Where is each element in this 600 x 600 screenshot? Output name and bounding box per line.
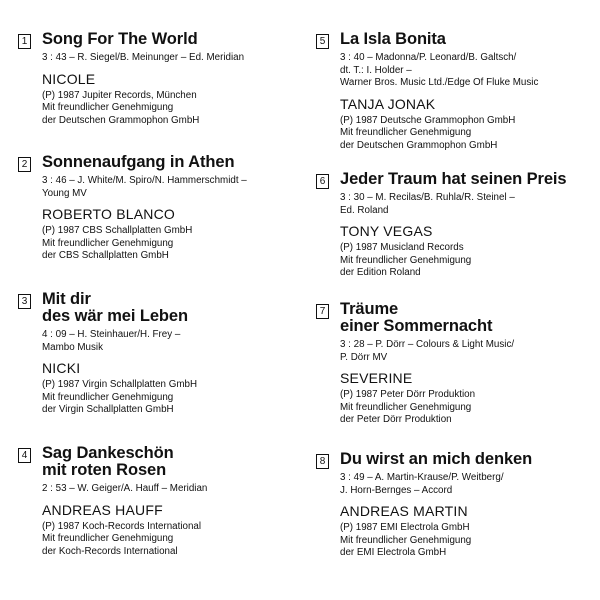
track-label-info-line: Mit freundlicher Genehmigung: [340, 127, 472, 138]
track-label-info-line: der Edition Roland: [340, 267, 421, 278]
track-title: [42, 291, 288, 325]
track-label-info-line: (P) 1987 Jupiter Records, München: [42, 89, 197, 101]
track-8: [316, 451, 586, 560]
track-credits-line: Young MV: [42, 187, 87, 199]
track-label-info-line: Mit freundlicher Genehmigung: [340, 534, 472, 546]
track-credits-line: J. Horn-Bernges – Accord: [340, 484, 453, 496]
track-title: [340, 171, 586, 188]
track-label-info-line: Mit freundlicher Genehmigung: [42, 533, 174, 544]
track-label-info: [340, 242, 586, 280]
track-6: [316, 171, 586, 280]
track-credits: [340, 472, 586, 497]
track-title: [340, 301, 586, 335]
track-credits-line: 4 : 09 – H. Steinhauer/H. Frey –: [42, 329, 181, 340]
track-credits-line: 3 : 30 – M. Recilas/B. Ruhla/R. Steinel –: [340, 192, 515, 203]
track-label-info: [42, 225, 288, 263]
track-label-info: [42, 90, 288, 128]
track-label-info-line: (P) 1987 Deutsche Grammophon GmbH: [340, 114, 516, 126]
track-title: [42, 445, 288, 479]
track-title-line: einer Sommernacht: [340, 317, 493, 335]
track-label-info-line: Mit freundlicher Genehmigung: [42, 391, 174, 403]
track-artist: TONY VEGAS: [340, 223, 433, 239]
track-credits-line: Mambo Musik: [42, 341, 103, 353]
track-title: [340, 451, 586, 468]
track-label-info-line: (P) 1987 Virgin Schallplatten GmbH: [42, 379, 198, 390]
track-1: [18, 31, 288, 127]
track-title-line: Mit dir: [42, 290, 91, 308]
track-3: [18, 291, 288, 417]
track-label-info-line: (P) 1987 CBS Schallplatten GmbH: [42, 225, 193, 236]
track-number-box: 1: [18, 34, 31, 49]
track-credits: [42, 329, 288, 354]
track-title-line: des wär mei Leben: [42, 307, 188, 325]
track-label-info-line: der Koch-Records International: [42, 545, 178, 557]
track-label-info-line: der EMI Electrola GmbH: [340, 547, 447, 558]
track-label-info-line: der CBS Schallplatten GmbH: [42, 250, 169, 261]
track-label-info-line: Mit freundlicher Genehmigung: [340, 401, 472, 413]
track-credits-line: 3 : 43 – R. Siegel/B. Meinunger – Ed. Meridian: [42, 52, 245, 63]
track-label-info-line: der Deutschen Grammophon GmbH: [42, 114, 200, 126]
track-artist: SEVERINE: [340, 370, 413, 386]
track-4: [18, 445, 288, 558]
track-number-box: 5: [316, 34, 329, 49]
track-label-info-line: der Peter Dörr Produktion: [340, 414, 452, 425]
track-label-info-line: Mit freundlicher Genehmigung: [42, 102, 174, 113]
track-label-info-line: (P) 1987 Koch-Records International: [42, 520, 202, 532]
track-title-line: Sonnenaufgang in Athen: [42, 153, 235, 171]
track-number-box: 2: [18, 157, 31, 172]
track-label-info: [340, 389, 586, 427]
track-title-line: Träume: [340, 300, 399, 318]
track-number-box: 6: [316, 174, 329, 189]
track-number-box: 4: [18, 448, 31, 463]
track-title-line: Du wirst an mich denken: [340, 450, 533, 468]
track-number-box: 3: [18, 294, 31, 309]
track-label-info-line: (P) 1987 Peter Dörr Produktion: [340, 389, 476, 400]
track-title-line: La Isla Bonita: [340, 30, 446, 48]
track-credits-line: 3 : 28 – P. Dörr – Colours & Light Music/: [340, 339, 515, 350]
track-credits: [340, 192, 586, 217]
track-title-line: mit roten Rosen: [42, 461, 167, 479]
track-credits-line: dt. T.: I. Holder –: [340, 64, 412, 76]
track-label-info-line: Mit freundlicher Genehmigung: [42, 237, 174, 249]
track-artist: NICOLE: [42, 70, 96, 87]
track-title: [42, 154, 288, 171]
track-title-line: Jeder Traum hat seinen Preis: [340, 170, 567, 188]
track-credits: [340, 339, 586, 364]
track-artist: NICKI: [42, 360, 81, 376]
track-credits-line: 2 : 53 – W. Geiger/A. Hauff – Meridian: [42, 483, 208, 494]
track-label-info: [42, 521, 288, 559]
track-label-info-line: Mit freundlicher Genehmigung: [340, 254, 472, 266]
track-credits-line: P. Dörr MV: [340, 351, 388, 363]
track-title-line: Song For The World: [42, 30, 198, 48]
track-credits-line: Warner Bros. Music Ltd./Edge Of Fluke Music: [340, 77, 539, 88]
track-label-info: [340, 522, 586, 560]
track-credits-line: 3 : 46 – J. White/M. Spiro/N. Hammerschmidt –: [42, 175, 247, 186]
track-title: [42, 31, 288, 48]
track-credits: [42, 52, 288, 65]
track-label-info: [42, 379, 288, 417]
track-number-box: 8: [316, 454, 329, 469]
track-credits: [42, 175, 288, 200]
track-7: [316, 301, 586, 427]
track-label-info-line: (P) 1987 Musicland Records: [340, 242, 464, 253]
track-artist: ANDREAS HAUFF: [42, 501, 163, 518]
track-artist: ROBERTO BLANCO: [42, 206, 175, 222]
track-title-line: Sag Dankeschön: [42, 444, 174, 462]
track-credits: [42, 483, 288, 496]
track-label-info-line: der Virgin Schallplatten GmbH: [42, 404, 174, 415]
track-credits-line: Ed. Roland: [340, 204, 389, 216]
track-label-info-line: der Deutschen Grammophon GmbH: [340, 139, 498, 151]
track-number-box: 7: [316, 304, 329, 319]
track-2: [18, 154, 288, 263]
track-artist: TANJA JONAK: [340, 95, 436, 112]
track-title: [340, 31, 586, 48]
track-label-info-line: (P) 1987 EMI Electrola GmbH: [340, 522, 470, 533]
track-credits-line: 3 : 49 – A. Martin-Krause/P. Weitberg/: [340, 472, 504, 483]
track-credits-line: 3 : 40 – Madonna/P. Leonard/B. Galtsch/: [340, 52, 517, 63]
track-5: [316, 31, 586, 152]
track-label-info: [340, 115, 586, 153]
track-artist: ANDREAS MARTIN: [340, 503, 468, 519]
track-credits: [340, 52, 586, 90]
